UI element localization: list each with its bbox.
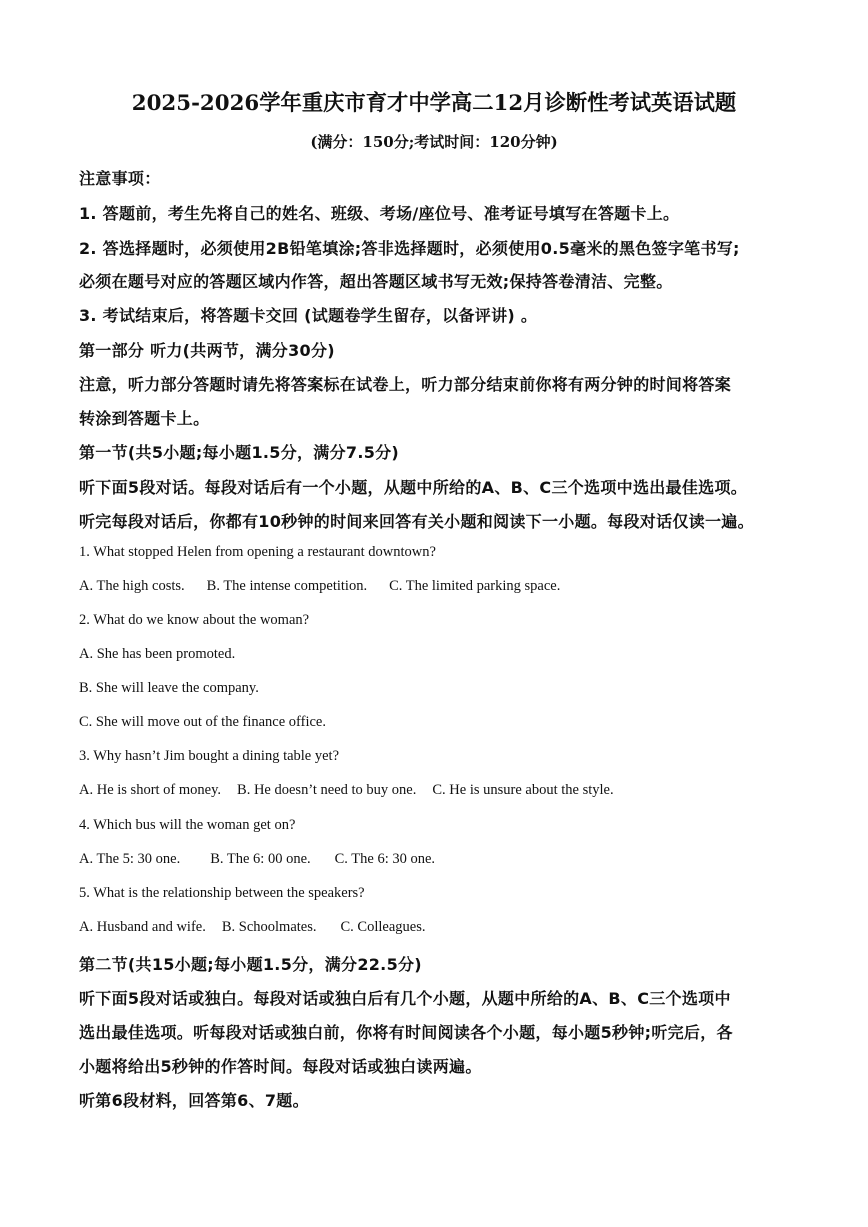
option-a: A. The high costs.	[79, 578, 185, 594]
question-5: 5. What is the relationship between the speakers?	[79, 885, 365, 901]
option-a: A. He is short of money.	[79, 782, 222, 798]
option-b: B. Schoolmates.	[221, 919, 317, 935]
option-b: B. She will leave the company.	[79, 680, 259, 696]
notice-heading: 注意事项：	[79, 169, 161, 188]
option-c: C. The 6: 30 one.	[334, 851, 436, 867]
notice-item-1: 1. 答题前，考生先将自己的姓名、班级、考场/座位号、准考证号填写在答题卡上。	[79, 204, 680, 223]
section1-instruction-line-1: 听下面5段对话。每段对话后有一个小题，从题中所给的A、B、C三个选项中选出最佳选项。	[79, 478, 748, 497]
option-a: A. She has been promoted.	[79, 646, 236, 662]
question-4-options	[79, 851, 435, 868]
exam-info: (满分：150分;考试时间：120分钟)	[310, 133, 558, 151]
question-4: 4. Which bus will the woman get on?	[79, 817, 296, 833]
option-b: B. The intense competition.	[206, 578, 368, 594]
section1-instruction-line-2: 听完每段对话后，你都有10秒钟的时间来回答有关小题和阅读下一小题。每段对话仅读一遍。	[79, 512, 754, 531]
option-c: C. She will move out of the finance office.	[79, 714, 326, 730]
part1-note-line-2: 转涂到答题卡上。	[79, 409, 210, 428]
part1-note-line-1: 注意，听力部分答题时请先将答案标在试卷上，听力部分结束前你将有两分钟的时间将答案	[79, 375, 732, 394]
section2-instruction-line-1: 听下面5段对话或独白。每段对话或独白后有几个小题，从题中所给的A、B、C三个选项中	[79, 989, 731, 1008]
option-b: B. The 6: 00 one.	[210, 851, 311, 867]
part1-heading: 第一部分 听力(共两节，满分30分)	[79, 341, 335, 360]
question-5-options	[79, 919, 426, 936]
option-c: C. He is unsure about the style.	[432, 782, 614, 798]
material-6-heading: 听第6段材料，回答第6、7题。	[79, 1091, 309, 1110]
question-3-options	[79, 782, 614, 799]
notice-item-3: 3. 考试结束后，将答题卡交回 (试题卷学生留存，以备评讲) 。	[79, 306, 538, 325]
section1-heading: 第一节(共5小题;每小题1.5分，满分7.5分)	[79, 443, 400, 462]
option-c: C. Colleagues.	[340, 919, 426, 935]
notice-item-2-line-2: 必须在题号对应的答题区域内作答，超出答题区域书写无效;保持答卷清洁、完整。	[79, 272, 673, 291]
notice-item-2-line-1: 2. 答选择题时，必须使用2B铅笔填涂;答非选择题时，必须使用0.5毫米的黑色签字笔书写;	[79, 239, 740, 258]
option-b: B. He doesn’t need to buy one.	[237, 782, 417, 798]
option-a: A. Husband and wife.	[79, 919, 206, 935]
option-a: A. The 5: 30 one.	[79, 851, 181, 867]
question-3: 3. Why hasn’t Jim bought a dining table yet?	[79, 748, 340, 764]
section2-instruction-line-2: 选出最佳选项。听每段对话或独白前，你将有时间阅读各个小题，每小题5秒钟;听完后，各	[79, 1023, 733, 1042]
question-2: 2. What do we know about the woman?	[79, 612, 310, 628]
page-title: 2025-2026学年重庆市育才中学高二12月诊断性考试英语试题	[131, 91, 737, 116]
section2-instruction-line-3: 小题将给出5秒钟的作答时间。每段对话或独白读两遍。	[79, 1057, 482, 1076]
option-c: C. The limited parking space.	[389, 578, 561, 594]
section2-heading: 第二节(共15小题;每小题1.5分，满分22.5分)	[79, 955, 422, 974]
question-1-options	[79, 578, 560, 595]
question-1: 1. What stopped Helen from opening a restaurant downtown?	[79, 544, 436, 560]
